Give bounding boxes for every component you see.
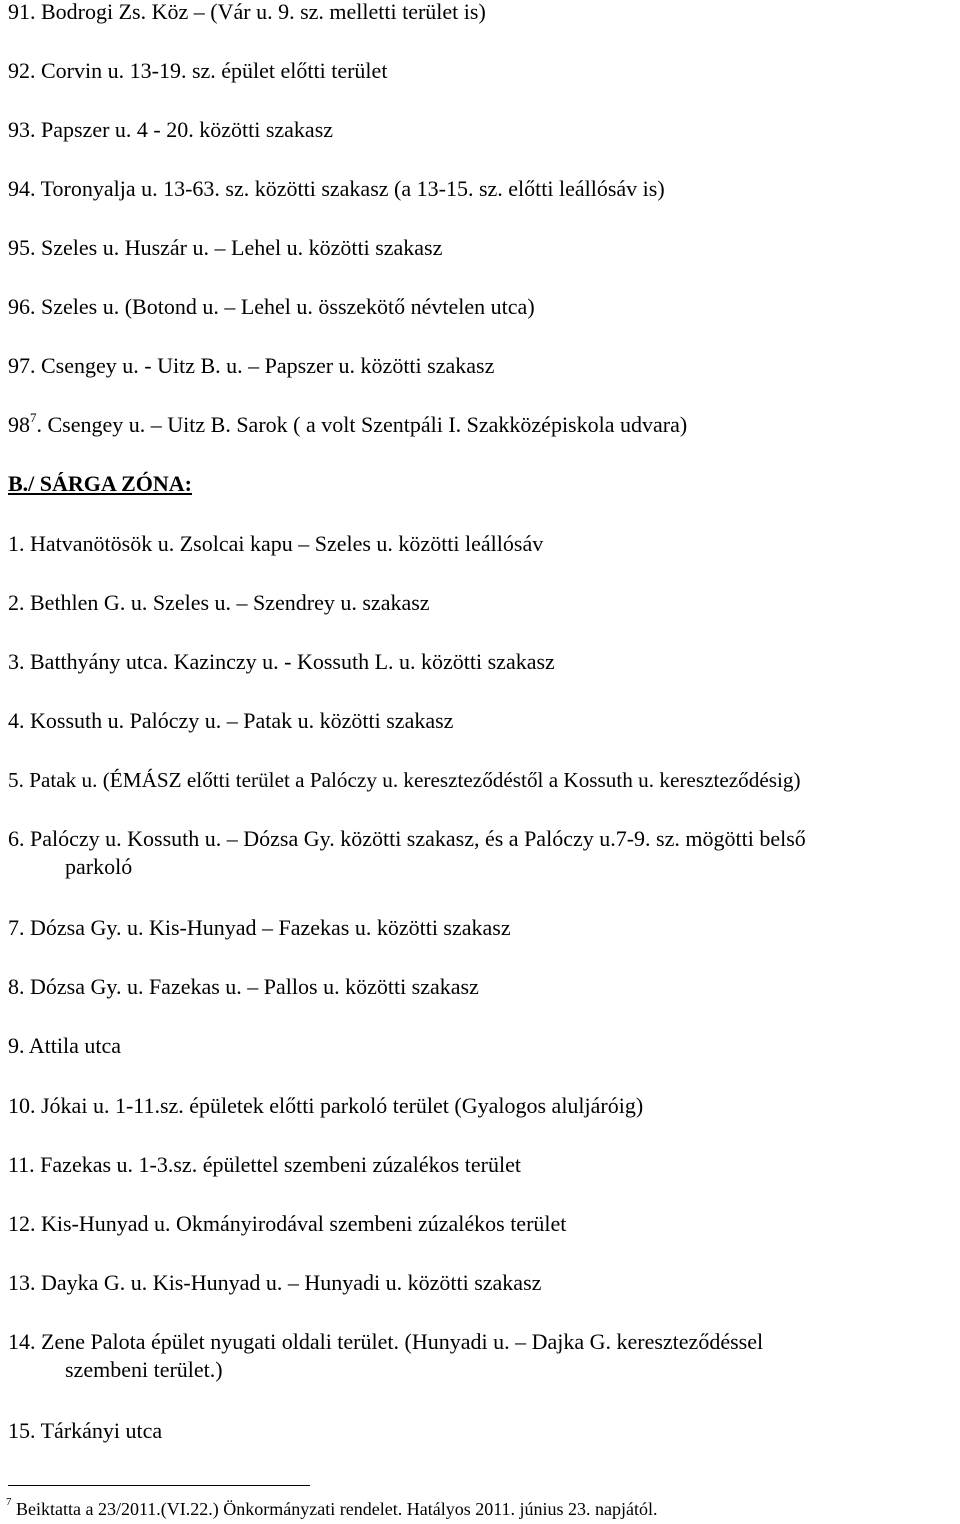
list-item-97 [8, 352, 494, 380]
list-item-text: 2. Bethlen G. u. Szeles u. – Szendrey u. szakasz [8, 590, 430, 615]
list-item-continuation: parkoló [65, 854, 133, 879]
list-item-text: 10. Jókai u. 1-11.sz. épületek előtti parkoló terület (Gyalogos aluljáróig) [8, 1093, 644, 1118]
list-item-b10 [8, 1092, 643, 1120]
list-item-98 [8, 411, 687, 439]
list-item-text: 8. Dózsa Gy. u. Fazekas u. – Pallos u. közötti szakasz [8, 974, 479, 999]
list-item-text: 9. Attila utca [8, 1033, 122, 1058]
list-item-text: 13. Dayka G. u. Kis-Hunyad u. – Hunyadi u. közötti szakasz [8, 1270, 542, 1295]
list-item-b14 [8, 1328, 763, 1384]
list-item-b9 [8, 1032, 121, 1060]
list-item-text: 92. Corvin u. 13-19. sz. épület előtti terület [8, 58, 388, 83]
footnote-reference[interactable]: 7 [30, 409, 37, 425]
list-item-b8 [8, 973, 479, 1001]
footnote [6, 1497, 658, 1521]
footnote-text: Beiktatta a 23/2011.(VI.22.) Önkormányzati rendelet. Hatályos 2011. június 23. napjától. [11, 1499, 658, 1519]
list-item-92 [8, 57, 387, 85]
list-item-91 [8, 0, 486, 26]
list-item-b13 [8, 1269, 541, 1297]
list-item-b15 [8, 1417, 162, 1445]
list-item-continuation: szembeni terület.) [65, 1357, 223, 1382]
footnote-mark: 7 [6, 1496, 12, 1508]
list-item-b7 [8, 914, 511, 942]
section-heading: B./ SÁRGA ZÓNA: [8, 471, 192, 496]
list-item-b4 [8, 707, 453, 735]
list-item-text: 5. Patak u. (ÉMÁSZ előtti terület a Palóczy u. kereszteződéstől a Kossuth u. kereszteződésig) [8, 768, 801, 792]
list-item-b3 [8, 648, 555, 676]
list-item-text: 4. Kossuth u. Palóczy u. – Patak u. közötti szakasz [8, 708, 454, 733]
list-item-text: 93. Papszer u. 4 - 20. közötti szakasz [8, 117, 334, 142]
list-item-text: 11. Fazekas u. 1-3.sz. épülettel szembeni zúzalékos terület [8, 1152, 521, 1177]
list-item-93 [8, 116, 333, 144]
list-item-text: 12. Kis-Hunyad u. Okmányirodával szembeni zúzalékos terület [8, 1211, 567, 1236]
list-item-text: 6. Palóczy u. Kossuth u. – Dózsa Gy. közötti szakasz, és a Palóczy u.7-9. sz. mögötti belső [8, 826, 806, 851]
list-item-b2 [8, 589, 430, 617]
list-item-96 [8, 293, 535, 321]
list-item-b12 [8, 1210, 566, 1238]
list-item-b1 [8, 530, 543, 558]
list-item-text: . Csengey u. – Uitz B. Sarok ( a volt Szentpáli I. Szakközépiskola udvara) [36, 412, 688, 437]
list-item-text: 95. Szeles u. Huszár u. – Lehel u. közötti szakasz [8, 235, 443, 260]
list-item-b6 [8, 825, 806, 881]
list-item-text: 96. Szeles u. (Botond u. – Lehel u. összekötő névtelen utca) [8, 294, 535, 319]
list-item-text: 3. Batthyány utca. Kazinczy u. - Kossuth L. u. közötti szakasz [8, 649, 555, 674]
footnote-separator [8, 1485, 310, 1486]
list-item-95 [8, 234, 442, 262]
list-item-text: 94. Toronyalja u. 13-63. sz. közötti szakasz (a 13-15. sz. előtti leállósáv is) [8, 176, 665, 201]
list-item-text: 15. Tárkányi utca [8, 1418, 163, 1443]
list-item-number: 98 [8, 412, 30, 437]
list-item-94 [8, 175, 665, 203]
list-item-b11 [8, 1151, 521, 1179]
list-item-b5 [8, 766, 801, 794]
list-item-text: 91. Bodrogi Zs. Köz – (Vár u. 9. sz. melletti terület is) [8, 0, 486, 24]
list-item-text: 7. Dózsa Gy. u. Kis-Hunyad – Fazekas u. közötti szakasz [8, 915, 511, 940]
list-item-text: 1. Hatvanötösök u. Zsolcai kapu – Szeles u. közötti leállósáv [8, 531, 544, 556]
list-item-text: 97. Csengey u. - Uitz B. u. – Papszer u. közötti szakasz [8, 353, 495, 378]
list-item-text: 14. Zene Palota épület nyugati oldali terület. (Hunyadi u. – Dajka G. kereszteződéssel [8, 1329, 764, 1354]
